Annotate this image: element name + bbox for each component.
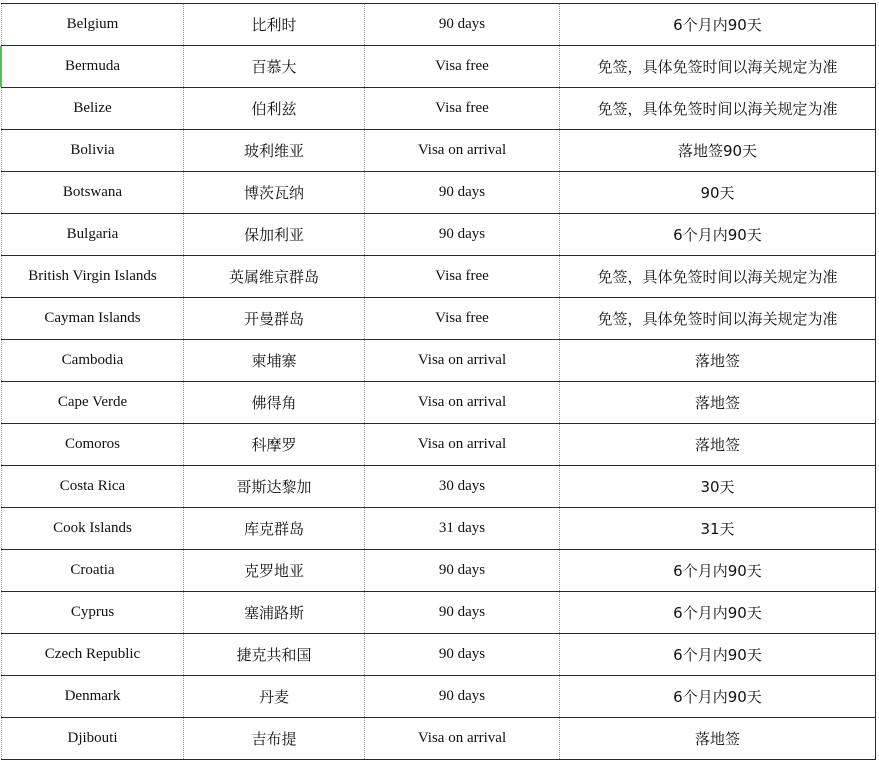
- table-row[interactable]: [2, 550, 876, 592]
- country-en-cell[interactable]: Cyprus: [2, 592, 184, 634]
- note-zh-cell[interactable]: 免签，具体免签时间以海关规定为准: [560, 88, 876, 130]
- table-row[interactable]: [2, 4, 876, 46]
- policy-cell[interactable]: 90 days: [365, 676, 560, 718]
- country-en-cell[interactable]: Bermuda: [2, 46, 184, 88]
- country-en-cell[interactable]: Botswana: [2, 172, 184, 214]
- country-zh-cell[interactable]: 吉布提: [184, 718, 365, 760]
- country-zh-cell[interactable]: 佛得角: [184, 382, 365, 424]
- table-row[interactable]: [2, 46, 876, 88]
- table-row[interactable]: [2, 340, 876, 382]
- table-row[interactable]: [2, 508, 876, 550]
- note-zh-cell[interactable]: 31天: [560, 508, 876, 550]
- note-zh-cell[interactable]: 6个月内90天: [560, 4, 876, 46]
- note-zh-cell[interactable]: 落地签90天: [560, 130, 876, 172]
- note-zh-cell[interactable]: 6个月内90天: [560, 676, 876, 718]
- table-row[interactable]: [2, 676, 876, 718]
- country-zh-cell[interactable]: 伯利兹: [184, 88, 365, 130]
- country-en-cell[interactable]: Djibouti: [2, 718, 184, 760]
- note-zh-cell[interactable]: 落地签: [560, 340, 876, 382]
- country-en-cell[interactable]: Czech Republic: [2, 634, 184, 676]
- table-row[interactable]: [2, 172, 876, 214]
- policy-cell[interactable]: Visa on arrival: [365, 382, 560, 424]
- country-zh-cell[interactable]: 柬埔寨: [184, 340, 365, 382]
- table-row[interactable]: [2, 256, 876, 298]
- country-en-cell[interactable]: Cambodia: [2, 340, 184, 382]
- country-en-cell[interactable]: Croatia: [2, 550, 184, 592]
- country-zh-cell[interactable]: 保加利亚: [184, 214, 365, 256]
- note-zh-cell[interactable]: 落地签: [560, 382, 876, 424]
- policy-cell[interactable]: 30 days: [365, 466, 560, 508]
- note-zh-cell[interactable]: 30天: [560, 466, 876, 508]
- policy-cell[interactable]: 90 days: [365, 634, 560, 676]
- country-zh-cell[interactable]: 科摩罗: [184, 424, 365, 466]
- country-zh-cell[interactable]: 克罗地亚: [184, 550, 365, 592]
- note-zh-cell[interactable]: 免签，具体免签时间以海关规定为准: [560, 298, 876, 340]
- policy-cell[interactable]: Visa on arrival: [365, 130, 560, 172]
- policy-cell[interactable]: 90 days: [365, 4, 560, 46]
- country-en-cell[interactable]: Belgium: [2, 4, 184, 46]
- country-zh-cell[interactable]: 库克群岛: [184, 508, 365, 550]
- note-zh-cell[interactable]: 免签，具体免签时间以海关规定为准: [560, 46, 876, 88]
- policy-cell[interactable]: 90 days: [365, 172, 560, 214]
- country-en-cell[interactable]: Belize: [2, 88, 184, 130]
- country-zh-cell[interactable]: 开曼群岛: [184, 298, 365, 340]
- policy-cell[interactable]: 90 days: [365, 214, 560, 256]
- table-row[interactable]: [2, 382, 876, 424]
- policy-cell[interactable]: 90 days: [365, 550, 560, 592]
- policy-cell[interactable]: Visa free: [365, 88, 560, 130]
- country-en-cell[interactable]: Cayman Islands: [2, 298, 184, 340]
- table-row[interactable]: [2, 424, 876, 466]
- note-zh-cell[interactable]: 落地签: [560, 424, 876, 466]
- country-en-cell[interactable]: Cook Islands: [2, 508, 184, 550]
- table-row[interactable]: [2, 466, 876, 508]
- country-en-cell[interactable]: Comoros: [2, 424, 184, 466]
- table-row[interactable]: [2, 298, 876, 340]
- policy-cell[interactable]: Visa on arrival: [365, 424, 560, 466]
- country-zh-cell[interactable]: 塞浦路斯: [184, 592, 365, 634]
- country-en-cell[interactable]: Denmark: [2, 676, 184, 718]
- policy-cell[interactable]: Visa on arrival: [365, 340, 560, 382]
- note-zh-cell[interactable]: 免签，具体免签时间以海关规定为准: [560, 256, 876, 298]
- country-en-cell[interactable]: Cape Verde: [2, 382, 184, 424]
- note-zh-cell[interactable]: 90天: [560, 172, 876, 214]
- country-zh-cell[interactable]: 捷克共和国: [184, 634, 365, 676]
- note-zh-cell[interactable]: 6个月内90天: [560, 214, 876, 256]
- country-zh-cell[interactable]: 哥斯达黎加: [184, 466, 365, 508]
- table-row[interactable]: [2, 88, 876, 130]
- policy-cell[interactable]: Visa on arrival: [365, 718, 560, 760]
- country-en-cell[interactable]: Bulgaria: [2, 214, 184, 256]
- table-row[interactable]: [2, 214, 876, 256]
- table-row[interactable]: [2, 718, 876, 760]
- table-row[interactable]: [2, 634, 876, 676]
- country-en-cell[interactable]: Bolivia: [2, 130, 184, 172]
- country-en-cell[interactable]: British Virgin Islands: [2, 256, 184, 298]
- table-row[interactable]: [2, 130, 876, 172]
- country-zh-cell[interactable]: 比利时: [184, 4, 365, 46]
- note-zh-cell[interactable]: 6个月内90天: [560, 634, 876, 676]
- policy-cell[interactable]: Visa free: [365, 46, 560, 88]
- note-zh-cell[interactable]: 6个月内90天: [560, 592, 876, 634]
- country-en-cell[interactable]: Costa Rica: [2, 466, 184, 508]
- country-zh-cell[interactable]: 博茨瓦纳: [184, 172, 365, 214]
- policy-cell[interactable]: 90 days: [365, 592, 560, 634]
- country-zh-cell[interactable]: 英属维京群岛: [184, 256, 365, 298]
- visa-policy-table: [1, 3, 876, 760]
- note-zh-cell[interactable]: 落地签: [560, 718, 876, 760]
- table-row[interactable]: [2, 592, 876, 634]
- policy-cell[interactable]: Visa free: [365, 298, 560, 340]
- policy-cell[interactable]: Visa free: [365, 256, 560, 298]
- note-zh-cell[interactable]: 6个月内90天: [560, 550, 876, 592]
- country-zh-cell[interactable]: 玻利维亚: [184, 130, 365, 172]
- country-zh-cell[interactable]: 丹麦: [184, 676, 365, 718]
- policy-cell[interactable]: 31 days: [365, 508, 560, 550]
- country-zh-cell[interactable]: 百慕大: [184, 46, 365, 88]
